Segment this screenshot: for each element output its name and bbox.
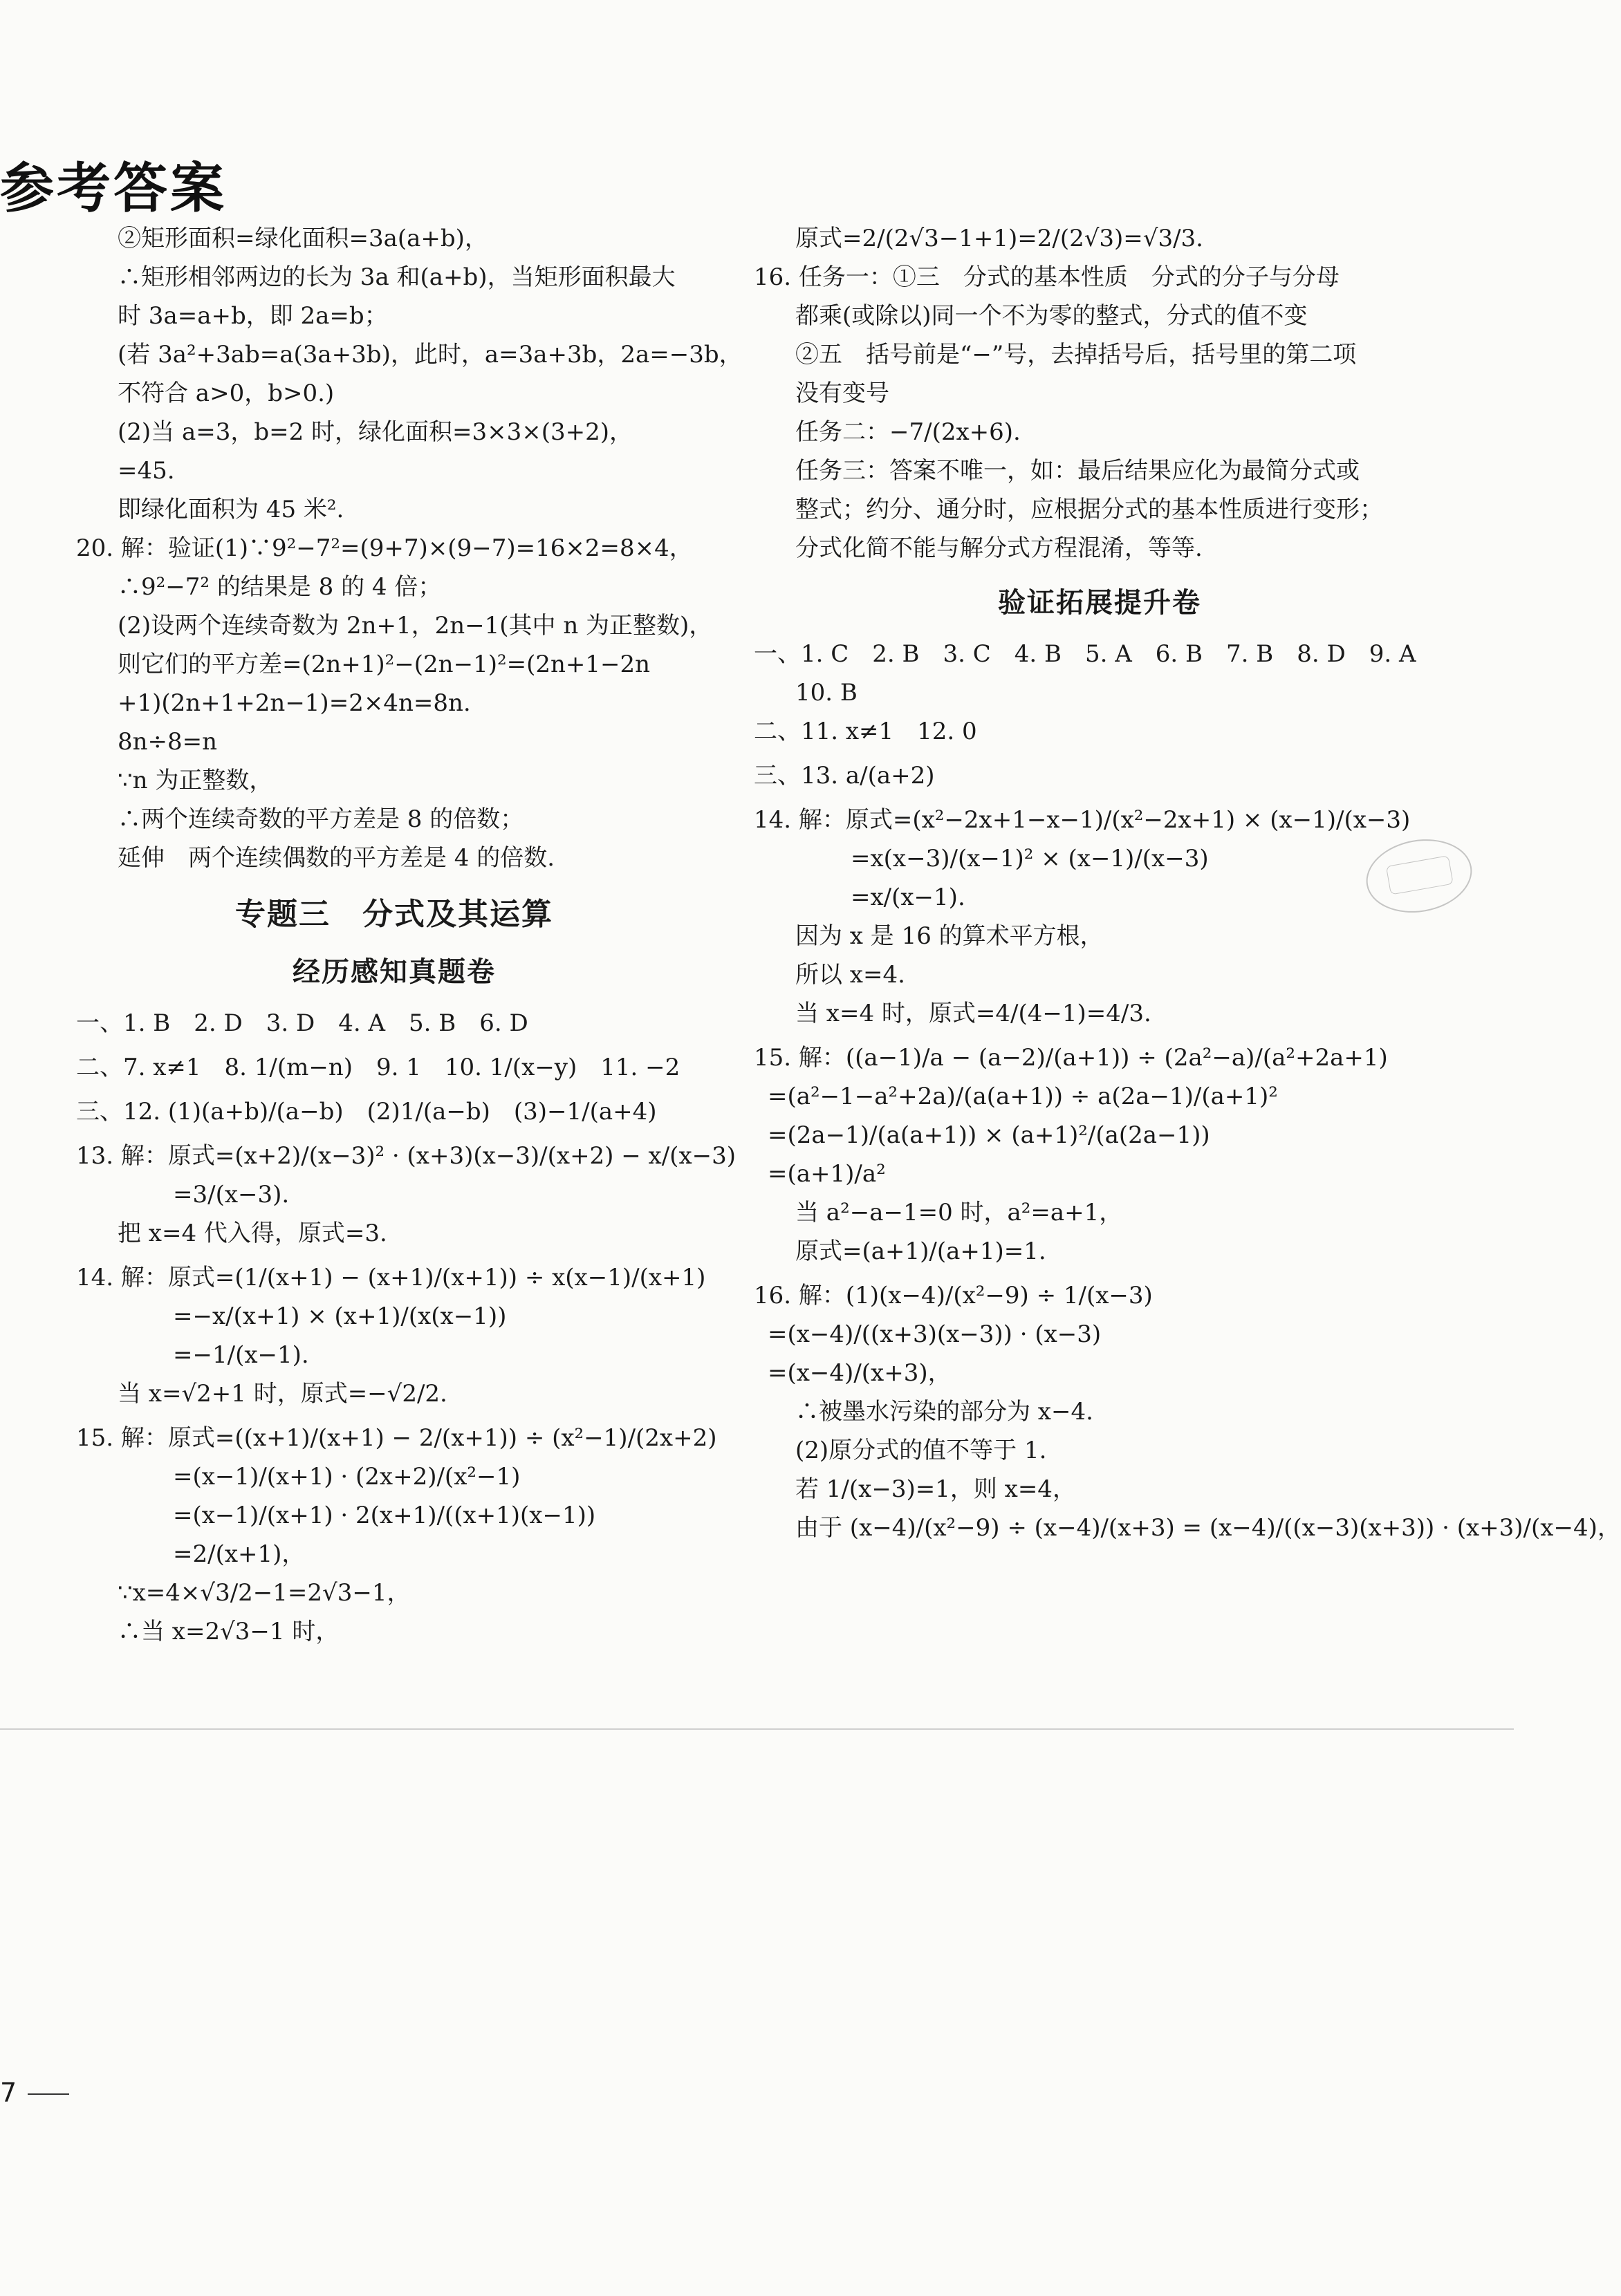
answer-line: 三、13. a/(a+2) [754, 762, 935, 790]
section-title: 专题三 分式及其运算 [235, 897, 553, 932]
answer-line: 由于 (x−4)/(x²−9) ÷ (x−4)/(x+3) = (x−4)/((x−3)(x+3)) · (x+3)/(x−4)， [795, 1514, 1621, 1542]
answer-line: =(a²−1−a²+2a)/(a(a+1)) ÷ a(2a−1)/(a+1)² [768, 1083, 1278, 1110]
answer-line: 15. 解：原式=((x+1)/(x+1) − 2/(x+1)) ÷ (x²−1)/(2x+2) [76, 1424, 717, 1452]
answer-line: 若 1/(x−3)=1，则 x=4， [795, 1475, 1076, 1503]
answer-line: 当 x=√2+1 时，原式=−√2/2. [118, 1380, 447, 1408]
answer-line: ∵n 为正整数， [118, 767, 273, 794]
answer-line: 因为 x 是 16 的算术平方根， [795, 922, 1104, 950]
answer-line: ∴两个连续奇数的平方差是 8 的倍数； [118, 805, 524, 833]
section-subtitle: 验证拓展提升卷 [998, 587, 1201, 619]
answer-line: 原式=2/(2√3−1+1)=2/(2√3)=√3/3. [795, 225, 1203, 252]
answer-line: 二、7. x≠1 8. 1/(m−n) 9. 1 10. 1/(x−y) 11. −2 [76, 1054, 680, 1081]
answer-line: =45. [118, 457, 175, 485]
answer-line: =2/(x+1)， [173, 1540, 306, 1568]
answer-line: 时 3a=a+b，即 2a=b； [118, 302, 388, 330]
answer-line: 分式化简不能与解分式方程混淆，等等. [795, 534, 1203, 562]
answer-line: 都乘(或除以)同一个不为零的整式，分式的值不变 [795, 302, 1308, 330]
answer-line: 没有变号 [795, 380, 889, 407]
left-column [76, 221, 743, 1653]
answer-line: 三、12. (1)(a+b)/(a−b) (2)1/(a−b) (3)−1/(a+4) [76, 1098, 657, 1126]
answer-line: 当 a²−a−1=0 时，a²=a+1， [795, 1199, 1123, 1226]
answer-line: 15. 解：((a−1)/a − (a−2)/(a+1)) ÷ (2a²−a)/(a²+2a+1) [754, 1044, 1388, 1072]
answer-line: (2)设两个连续奇数为 2n+1，2n−1(其中 n 为正整数)， [118, 612, 713, 640]
page-divider [0, 1728, 1514, 1730]
answer-line: 二、11. x≠1 12. 0 [754, 718, 977, 745]
answer-line: 原式=(a+1)/(a+1)=1. [795, 1238, 1046, 1265]
answer-line: 一、1. C 2. B 3. C 4. B 5. A 6. B 7. B 8. D 9. A [754, 640, 1416, 668]
answer-line: (2)原分式的值不等于 1. [795, 1437, 1047, 1464]
answer-line: =(a+1)/a² [768, 1160, 886, 1188]
answer-line: ∴矩形相邻两边的长为 3a 和(a+b)，当矩形面积最大 [118, 263, 676, 291]
right-column [754, 221, 1621, 1549]
answer-line: ∵x=4×√3/2−1=2√3−1， [118, 1579, 411, 1607]
answer-line: 14. 解：原式=(x²−2x+1−x−1)/(x²−2x+1) × (x−1)/(x−3) [754, 806, 1411, 834]
answer-line: =3/(x−3). [173, 1181, 290, 1208]
answer-line: 即绿化面积为 45 米². [118, 496, 344, 523]
answer-line: =(x−4)/((x+3)(x−3)) · (x−3) [768, 1320, 1102, 1348]
answer-line: ②五 括号前是“−”号，去掉括号后，括号里的第二项 [795, 341, 1357, 368]
answer-line: =x(x−3)/(x−1)² × (x−1)/(x−3) [851, 845, 1209, 872]
answer-line: 16. 解：(1)(x−4)/(x²−9) ÷ 1/(x−3) [754, 1282, 1153, 1309]
answer-line: =(x−4)/(x+3)， [768, 1359, 952, 1387]
answer-line: =(x−1)/(x+1) · (2x+2)/(x²−1) [173, 1463, 521, 1491]
page-number-dash [28, 2093, 69, 2095]
answer-line: ∴当 x=2√3−1 时， [118, 1618, 340, 1645]
answer-line: ∴9²−7² 的结果是 8 的 4 倍； [118, 573, 442, 601]
answer-line: 10. B [795, 679, 858, 707]
answer-line: +1)(2n+1+2n−1)=2×4n=8n. [118, 689, 471, 717]
answer-line: ②矩形面积=绿化面积=3a(a+b)， [118, 225, 488, 252]
answer-line: 任务二：−7/(2x+6). [795, 418, 1021, 446]
answer-line: 20. 解：验证(1)∵9²−7²=(9+7)×(9−7)=16×2=8×4， [76, 534, 693, 562]
answer-line: 14. 解：原式=(1/(x+1) − (x+1)/(x+1)) ÷ x(x−1)/(x+1) [76, 1264, 706, 1291]
answer-line: 16. 任务一：①三 分式的基本性质 分式的分子与分母 [754, 263, 1340, 291]
answer-line: 延伸 两个连续偶数的平方差是 4 的倍数. [118, 844, 555, 872]
answer-line: =−x/(x+1) × (x+1)/(x(x−1)) [173, 1303, 507, 1330]
answer-line: 整式；约分、通分时，应根据分式的基本性质进行变形； [795, 496, 1383, 523]
answer-line: 13. 解：原式=(x+2)/(x−3)² · (x+3)(x−3)/(x+2) − x/(x−3) [76, 1142, 737, 1170]
answer-line: 所以 x=4. [795, 961, 905, 989]
answer-line: 把 x=4 代入得，原式=3. [118, 1220, 387, 1247]
answer-line: ∴被墨水污染的部分为 x−4. [795, 1398, 1093, 1426]
answer-line: =(2a−1)/(a(a+1)) × (a+1)²/(a(2a−1)) [768, 1121, 1210, 1149]
answer-line: =(x−1)/(x+1) · 2(x+1)/((x+1)(x−1)) [173, 1502, 596, 1529]
answer-line: =x/(x−1). [851, 884, 965, 911]
answer-line: 则它们的平方差=(2n+1)²−(2n−1)²=(2n+1−2n [118, 651, 651, 678]
answer-line: 一、1. B 2. D 3. D 4. A 5. B 6. D [76, 1009, 528, 1037]
page-number: 7 [0, 2078, 17, 2108]
answer-line: =−1/(x−1). [173, 1341, 309, 1369]
answer-line: 任务三：答案不唯一，如：最后结果应化为最简分式或 [795, 457, 1360, 485]
answer-line: (若 3a²+3ab=a(3a+3b)，此时，a=3a+3b，2a=−3b， [118, 341, 743, 368]
answer-line: 8n÷8=n [118, 728, 218, 756]
answer-line: (2)当 a=3，b=2 时，绿化面积=3×3×(3+2)， [118, 418, 633, 446]
page-header-title: 参考答案 [0, 158, 228, 220]
answer-line: 当 x=4 时，原式=4/(4−1)=4/3. [795, 1000, 1151, 1027]
answer-line: 不符合 a>0，b>0.) [118, 380, 335, 407]
section-subtitle: 经历感知真题卷 [293, 956, 496, 988]
